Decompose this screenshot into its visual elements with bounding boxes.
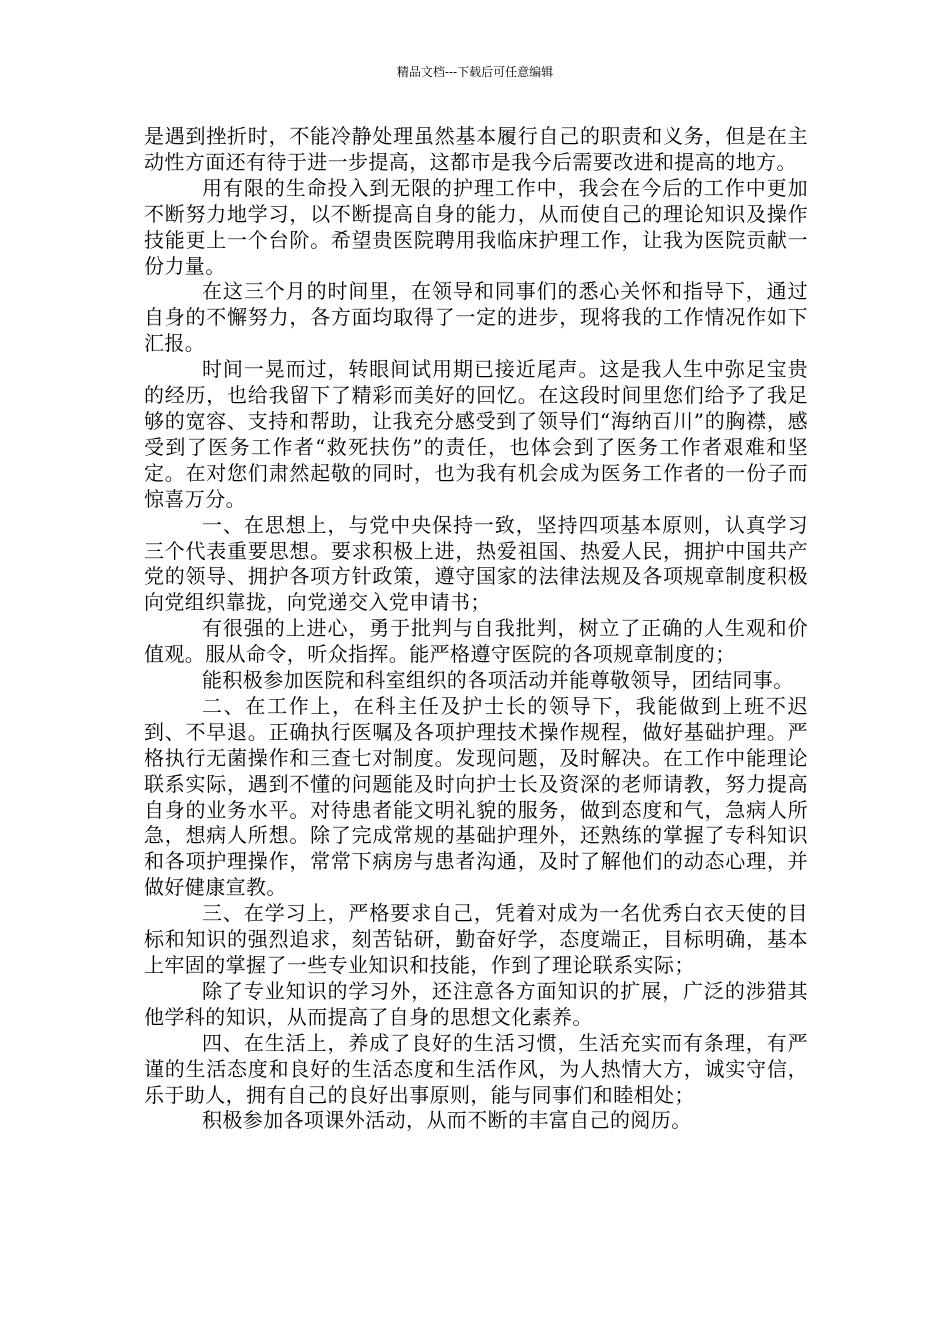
paragraph: 一、在思想上，与党中央保持一致，坚持四项基本原则，认真学习三个代表重要思想。要求积极上进，热爱祖国、热爱人民，拥护中国共产党的领导、拥护各项方针政策，遵守国家的法律法规及各项规章制度积极向党组织靠拢，向党递交入党申请书；: [144, 512, 808, 615]
document-body: [144, 124, 808, 1134]
paragraph: 时间一晃而过，转眼间试用期已接近尾声。这是我人生中弥足宝贵的经历，也给我留下了精彩而美好的回忆。在这段时间里您们给予了我足够的宽容、支持和帮助，让我充分感受到了领导们“海纳百川”的胸襟，感受到了医务工作者“救死扶伤”的责任，也体会到了医务工作者艰难和坚定。在对您们肃然起敬的同时，也为我有机会成为医务工作者的一份子而惊喜万分。: [144, 357, 808, 511]
paragraph: 三、在学习上，严格要求自己，凭着对成为一名优秀白衣天使的目标和知识的强烈追求，刻苦钻研，勤奋好学，态度端正，目标明确，基本上牢固的掌握了一些专业知识和技能，作到了理论联系实际；: [144, 901, 808, 977]
paragraph: 积极参加各项课外活动，从而不断的丰富自己的阅历。: [202, 1108, 692, 1133]
paragraph: 二、在工作上，在科主任及护士长的领导下，我能做到上班不迟到、不早退。正确执行医嘱及各项护理技术操作规程，做好基础护理。严格执行无菌操作和三查七对制度。发现问题，及时解决。在工作中能理论联系实际，遇到不懂的问题能及时向护士长及资深的老师请教，努力提高自身的业务水平。对待患者能文明礼貌的服务，做到态度和气，急病人所急，想病人所想。除了完成常规的基础护理外，还熟练的掌握了专科知识和各项护理操作，常常下病房与患者沟通，及时了解他们的动态心理，并做好健康宣教。: [144, 693, 808, 900]
paragraph: 用有限的生命投入到无限的护理工作中，我会在今后的工作中更加不断努力地学习，以不断提高自身的能力，从而使自己的理论知识及操作技能更上一个台阶。希望贵医院聘用我临床护理工作，让我为医院贡献一份力量。: [144, 175, 808, 278]
paragraph: 是遇到挫折时，不能冷静处理虽然基本履行自己的职责和义务，但是在主动性方面还有待于进一步提高，这都市是我今后需要改进和提高的地方。: [144, 124, 808, 174]
paragraph: 有很强的上进心，勇于批判与自我批判，树立了正确的人生观和价值观。服从命令，听众指挥。能严格遵守医院的各项规章制度的；: [144, 616, 808, 667]
paragraph: 除了专业知识的学习外，还注意各方面知识的扩展，广泛的涉猎其他学科的知识，从而提高了自身的思想文化素养。: [144, 978, 808, 1029]
paragraph: 四、在生活上，养成了良好的生活习惯，生活充实而有条理，有严谨的生活态度和良好的生活态度和生活作风，为人热情大方，诚实守信，乐于助人，拥有自己的良好出事原则，能与同事们和睦相处；: [144, 1030, 808, 1107]
paragraph: 能积极参加医院和科室组织的各项活动并能尊敬领导，团结同事。: [202, 668, 794, 693]
paragraph: 在这三个月的时间里，在领导和同事们的悉心关怀和指导下，通过自身的不懈努力，各方面均取得了一定的进步，现将我的工作情况作如下汇报。: [144, 279, 808, 356]
page-header: 精品文档---下载后可任意编辑: [396, 65, 554, 79]
